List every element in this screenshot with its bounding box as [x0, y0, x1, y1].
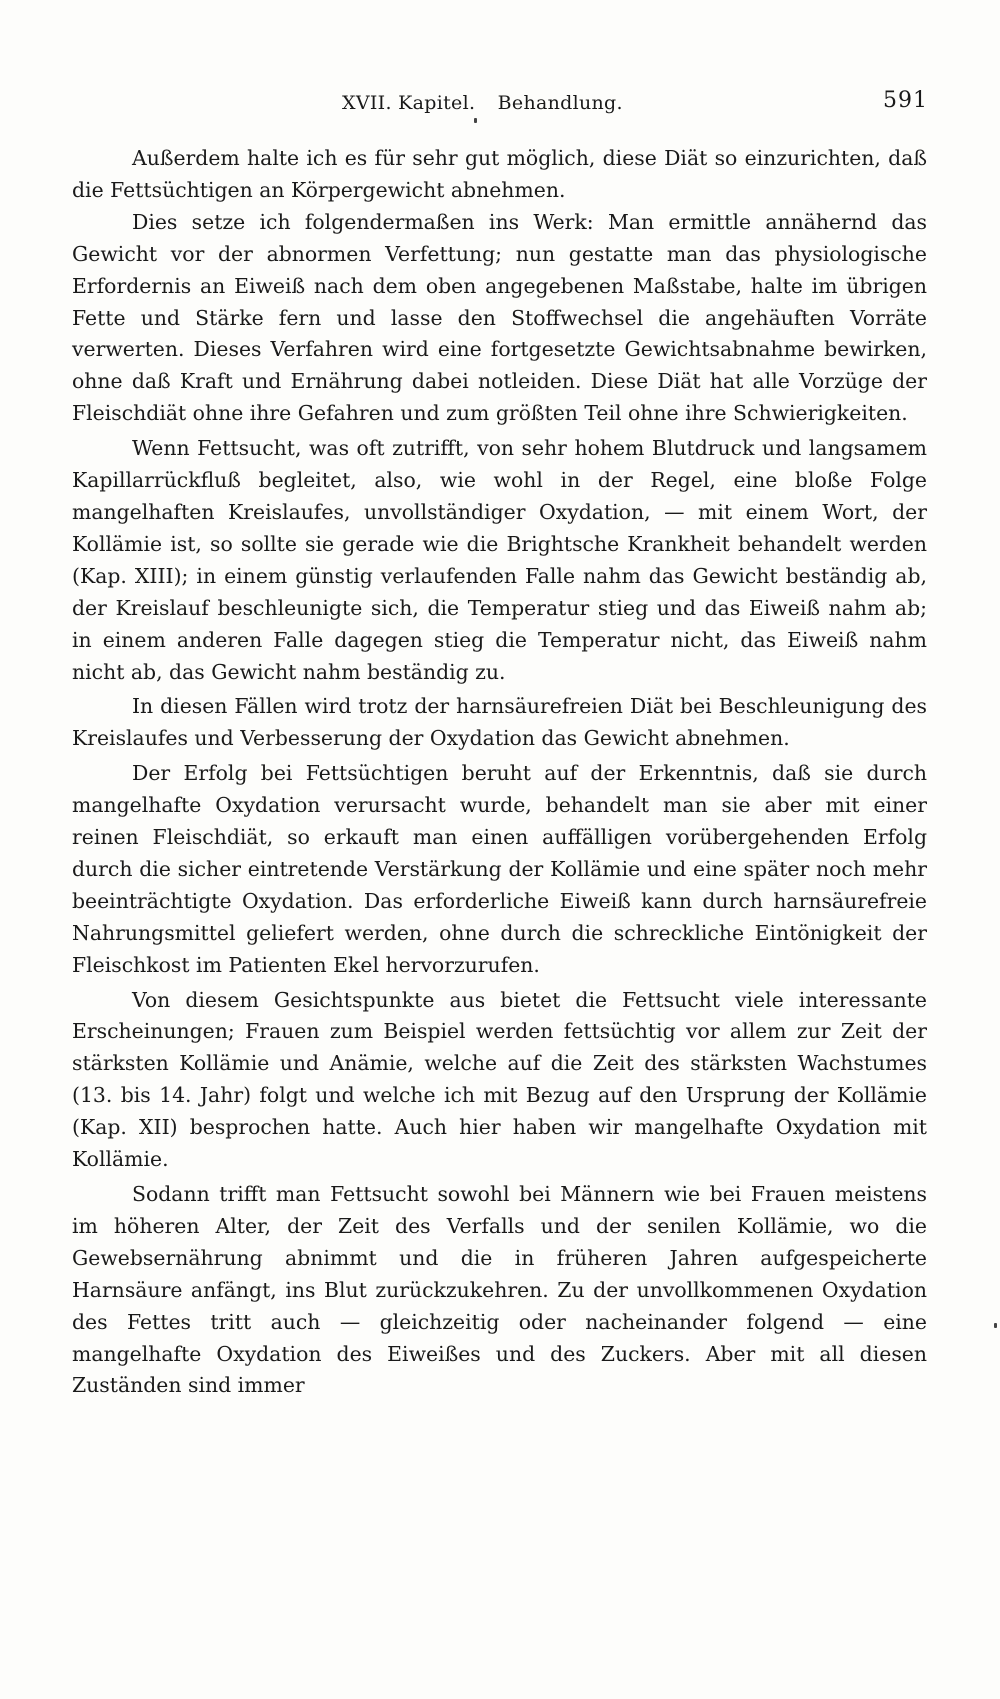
section-title: Behandlung.: [497, 92, 623, 114]
paragraph: Wenn Fettsucht, was oft zutrifft, von sehr hohem Blutdruck und langsamem Kapillarrückfluß begleitet, also, wie wohl in der Regel, eine bloße Folge mangelhaften Kreislaufes, unvollständiger Oxydation, — mit einem Wort, der Kollämie ist, so sollte sie gerade wie die Brightsche Krankheit behandelt werden (Kap. XIII); in einem günstig verlaufenden Falle nahm das Gewicht beständig ab, der Kreislauf beschleunigte sich, die Temperatur stieg und das Eiweiß nahm ab; in einem anderen Falle dagegen stieg die Temperatur nicht, das Eiweiß nahm nicht ab, das Gewicht nahm beständig zu.: [72, 436, 927, 684]
paragraph: In diesen Fällen wird trotz der harnsäurefreien Diät bei Beschleunigung des Kreislaufes und Verbesserung der Oxydation das Gewicht abnehmen.: [72, 694, 927, 751]
page-number: 591: [883, 88, 928, 113]
paragraph: Der Erfolg bei Fettsüchtigen beruht auf der Erkenntnis, daß sie durch mangelhafte Oxydation verursacht wurde, behandelt man sie aber mit einer reinen Fleischdiät, so erkauft man einen auffälligen vorübergehenden Erfolg durch die sicher eintretende Verstärkung der Kollämie und eine später noch mehr beeinträchtigte Oxydation. Das erforderliche Eiweiß kann durch harnsäurefreie Nahrungsmittel geliefert werden, ohne durch die schreckliche Eintönigkeit der Fleischkost im Patienten Ekel hervorzurufen.: [72, 761, 927, 977]
paragraph: Sodann trifft man Fettsucht sowohl bei Männern wie bei Frauen meistens im höheren Alter, der Zeit des Verfalls und der senilen Kollämie, wo die Gewebsernährung abnimmt und die in früheren Jahren aufgespeicherte Harnsäure anfängt, ins Blut zurückzukehren. Zu der unvollkommenen Oxydation des Fettes tritt auch — gleichzeitig oder nacheinander folgend — eine mangelhafte Oxydation des Eiweißes und des Zuckers. Aber mit all diesen Zuständen sind immer: [72, 1182, 927, 1398]
running-head: [342, 92, 623, 114]
print-speck: [994, 1323, 997, 1328]
paragraph: Außerdem halte ich es für sehr gut möglich, diese Diät so einzurichten, daß die Fettsüchtigen an Körpergewicht abnehmen.: [72, 146, 927, 202]
paragraph: Von diesem Gesichtspunkte aus bietet die Fettsucht viele interessante Erscheinungen; Frauen zum Beispiel werden fettsüchtig vor allem zur Zeit der stärksten Kollämie und Anämie, welche auf die Zeit des stärksten Wachstumes (13. bis 14. Jahr) folgt und welche ich mit Bezug auf den Ursprung der Kollämie (Kap. XII) besprochen hatte. Auch hier haben wir mangelhafte Oxydation mit Kollämie.: [72, 987, 927, 1172]
body-text: [72, 143, 927, 1402]
paragraph: Dies setze ich folgendermaßen ins Werk: Man ermittle annähernd das Gewicht vor der abnormen Verfettung; nun gestatte man das physiologische Erfordernis an Eiweiß nach dem oben angegebenen Maßstabe, halte im übrigen Fette und Stärke fern und lasse den Stoffwechsel die angehäuften Vorräte verwerten. Dieses Verfahren wird eine fortgesetzte Gewichtsabnahme bewirken, ohne daß Kraft und Ernährung dabei notleiden. Diese Diät hat alle Vorzüge der Fleischdiät ohne ihre Gefahren und zum größten Teil ohne ihre Schwierigkeiten.: [72, 209, 927, 426]
chapter-title: XVII. Kapitel.: [342, 92, 476, 114]
print-speck: [474, 118, 477, 123]
